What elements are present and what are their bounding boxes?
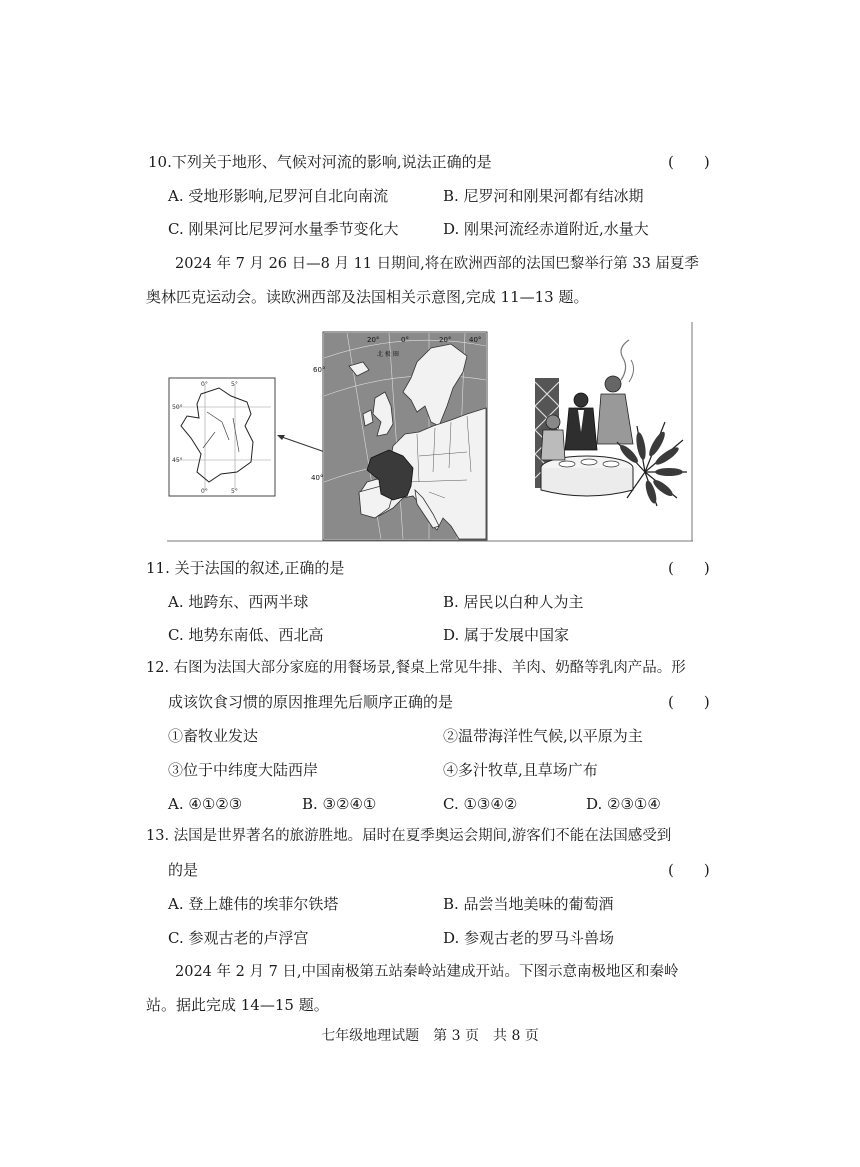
q12-option-d: D. ②③①④ [586, 795, 661, 813]
q12-option-c: C. ①③④② [443, 795, 518, 813]
q13-option-a: A. 登上雄伟的埃菲尔铁塔 [168, 895, 339, 913]
q12-option-b: B. ③②④① [302, 795, 377, 813]
europe-lon-label-20w: 20° [367, 336, 380, 344]
q10-option-d: D. 刚果河流经赤道附近,水量大 [443, 220, 649, 238]
intro-olympics-line1: 2024 年 7 月 26 日—8 月 11 日期间,将在欧洲西部的法国巴黎举行第 33 届夏季 [175, 256, 699, 272]
q12-stem-line1: 12. 右图为法国大部分家庭的用餐场景,餐桌上常见牛排、羊肉、奶酪等乳肉产品。形 [146, 660, 686, 676]
figure-europe-france [167, 322, 693, 542]
europe-lon-label-20e: 20° [439, 336, 452, 344]
q10-stem: 10.下列关于地形、气候对河流的影响,说法正确的是 [148, 153, 492, 171]
q12-statement-2: ②温带海洋性气候,以平原为主 [443, 727, 643, 745]
q10-option-b: B. 尼罗河和刚果河都有结冰期 [443, 187, 644, 205]
france-lon-label-5-bottom: 5° [231, 488, 238, 495]
europe-lat-label-40: 40° [311, 474, 324, 482]
france-lat-label-45: 45° [172, 457, 183, 464]
europe-lat-label-60: 60° [313, 366, 326, 374]
france-lon-label-0-top: 0° [201, 381, 208, 388]
france-inset-map [169, 378, 275, 496]
arctic-circle-label: 北 极 圈 [377, 351, 399, 358]
q13-answer-paren: ( ) [668, 861, 710, 879]
q11-option-c: C. 地势东南低、西北高 [168, 626, 324, 644]
q13-stem-line1: 13. 法国是世界著名的旅游胜地。届时在夏季奥运会期间,游客们不能在法国感受到 [146, 828, 672, 844]
france-lon-label-0-bottom: 0° [201, 488, 208, 495]
q11-stem: 11. 关于法国的叙述,正确的是 [146, 559, 345, 577]
intro-antarctic-line2: 站。据此完成 14—15 题。 [146, 996, 329, 1014]
q11-option-b: B. 居民以白种人为主 [443, 593, 584, 611]
q13-stem-line2: 的是 [168, 861, 199, 879]
europe-map [311, 332, 487, 540]
intro-antarctic-line1: 2024 年 2 月 7 日,中国南极第五站秦岭站建成开站。下图示意南极地区和秦岭 [175, 964, 679, 980]
q13-option-d: D. 参观古老的罗马斗兽场 [443, 929, 615, 947]
q10-answer-paren: ( ) [668, 153, 710, 171]
q12-stem-line2: 成该饮食习惯的原因推理先后顺序正确的是 [168, 693, 454, 711]
q10-option-c: C. 刚果河比尼罗河水量季节变化大 [168, 220, 399, 238]
q12-statement-1: ①畜牧业发达 [168, 727, 259, 745]
intro-olympics-line2: 奥林匹克运动会。读欧洲西部及法国相关示意图,完成 11—13 题。 [146, 288, 589, 306]
q12-statement-4: ④多汁牧草,且草场广布 [443, 761, 598, 779]
q12-statement-3: ③位于中纬度大陆西岸 [168, 761, 319, 779]
page-footer: 七年级地理试题 第 3 页 共 8 页 [321, 1028, 539, 1044]
dining-illustration [535, 340, 687, 506]
france-lon-label-5-top: 5° [231, 381, 238, 388]
q11-option-a: A. 地跨东、西两半球 [168, 593, 309, 611]
q10-option-a: A. 受地形影响,尼罗河自北向南流 [168, 187, 389, 205]
q13-option-c: C. 参观古老的卢浮宫 [168, 929, 309, 947]
europe-lon-label-40e: 40° [469, 336, 482, 344]
france-lat-label-50: 50° [172, 404, 183, 411]
q12-answer-paren: ( ) [668, 693, 710, 711]
q13-option-b: B. 品尝当地美味的葡萄酒 [443, 895, 614, 913]
q11-option-d: D. 属于发展中国家 [443, 626, 570, 644]
q11-answer-paren: ( ) [668, 559, 710, 577]
q12-option-a: A. ④①②③ [168, 795, 243, 813]
europe-lon-label-0: 0° [401, 336, 409, 344]
